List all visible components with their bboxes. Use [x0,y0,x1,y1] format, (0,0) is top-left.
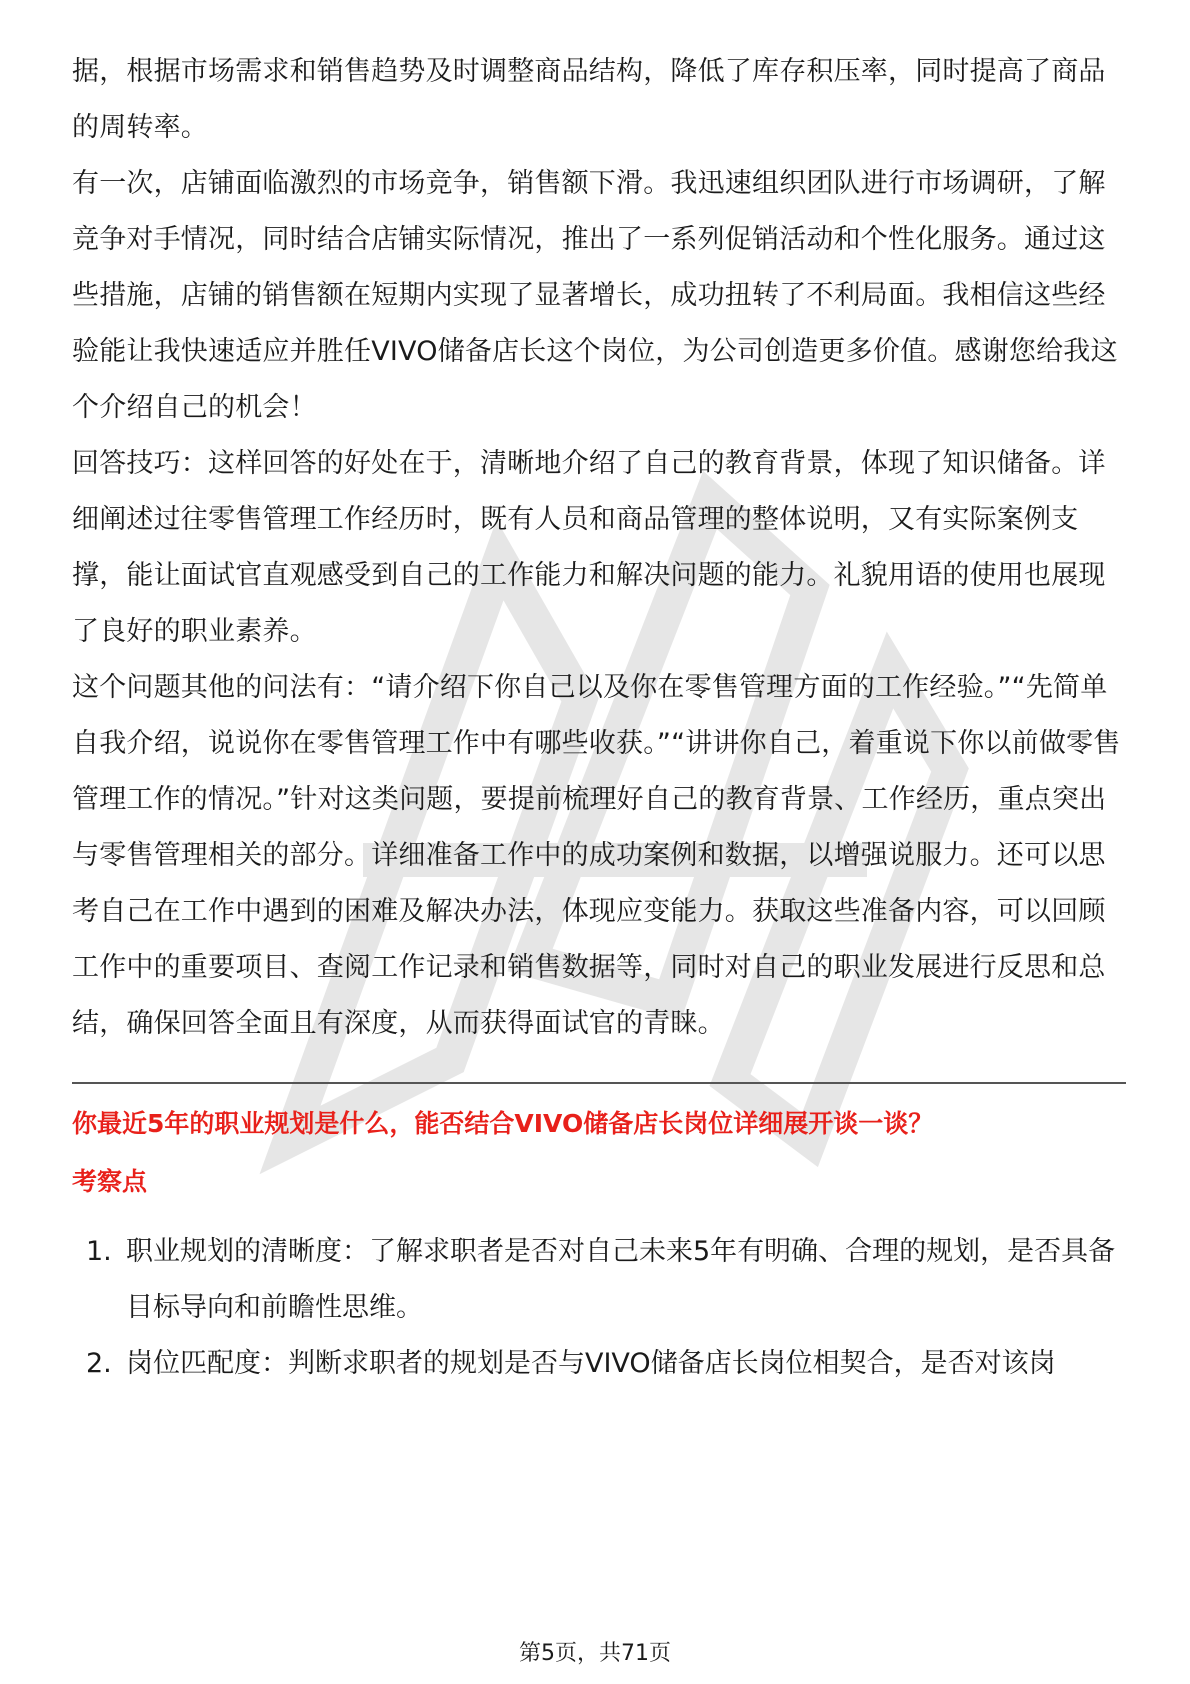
list-item [72,1336,1126,1392]
page-footer: 第5页，共71页 [519,1641,671,1666]
paragraph-answer-tips: 回答技巧：这样回答的好处在于，清晰地介绍了自己的教育背景，体现了知识储备。详细阐述过往零售管理工作经历时，既有人员和商品管理的整体说明，又有实际案例支撑，能让面试官直观感受到自己的工作能力和解决问题的能力。礼貌用语的使用也展现了良好的职业素养。 [72,448,1106,647]
list-item-text: 岗位匹配度：判断求职者的规划是否与VIVO储备店长岗位相契合，是否对该岗 [126,1348,1056,1379]
section-divider [72,1082,1126,1084]
paragraph-store-structure: 据，根据市场需求和销售趋势及时调整商品结构，降低了库存积压率，同时提高了商品的周转率。 [72,56,1106,143]
paragraph-alternative-questions: 这个问题其他的问法有：“请介绍下你自己以及你在零售管理方面的工作经验。”“先简单自我介绍，说说你在零售管理工作中有哪些收获。”“讲讲你自己，着重说下你以前做零售管理工作的情况。”针对这类问题，要提前梳理好自己的教育背景、工作经历，重点突出与零售管理相关的部分。详细准备工作中的成功案例和数据，以增强说服力。还可以思考自己在工作中遇到的困难及解决办法，体现应变能力。获取这些准备内容，可以回顾工作中的重要项目、查阅工作记录和销售数据等，同时对自己的职业发展进行反思和总结，确保回答全面且有深度，从而获得面试官的青睐。 [72,672,1121,1039]
page-content [72,44,1126,1392]
list-item-number: 1. [86,1236,112,1267]
list-item-number: 2. [86,1348,112,1379]
evaluation-points-list [72,1224,1126,1392]
list-item [72,1224,1126,1336]
question-subtitle: 考察点 [72,1167,148,1196]
question-title: 你最近5年的职业规划是什么，能否结合VIVO储备店长岗位详细展开谈一谈？ [72,1109,934,1138]
list-item-text: 职业规划的清晰度：了解求职者是否对自己未来5年有明确、合理的规划，是否具备目标导向和前瞻性思维。 [126,1236,1116,1323]
paragraph-competition-case: 有一次，店铺面临激烈的市场竞争，销售额下滑。我迅速组织团队进行市场调研，了解竞争对手情况，同时结合店铺实际情况，推出了一系列促销活动和个性化服务。通过这些措施，店铺的销售额在短期内实现了显著增长，成功扭转了不利局面。我相信这些经验能让我快速适应并胜任VIVO储备店长这个岗位，为公司创造更多价值。感谢您给我这个介绍自己的机会！ [72,168,1118,423]
